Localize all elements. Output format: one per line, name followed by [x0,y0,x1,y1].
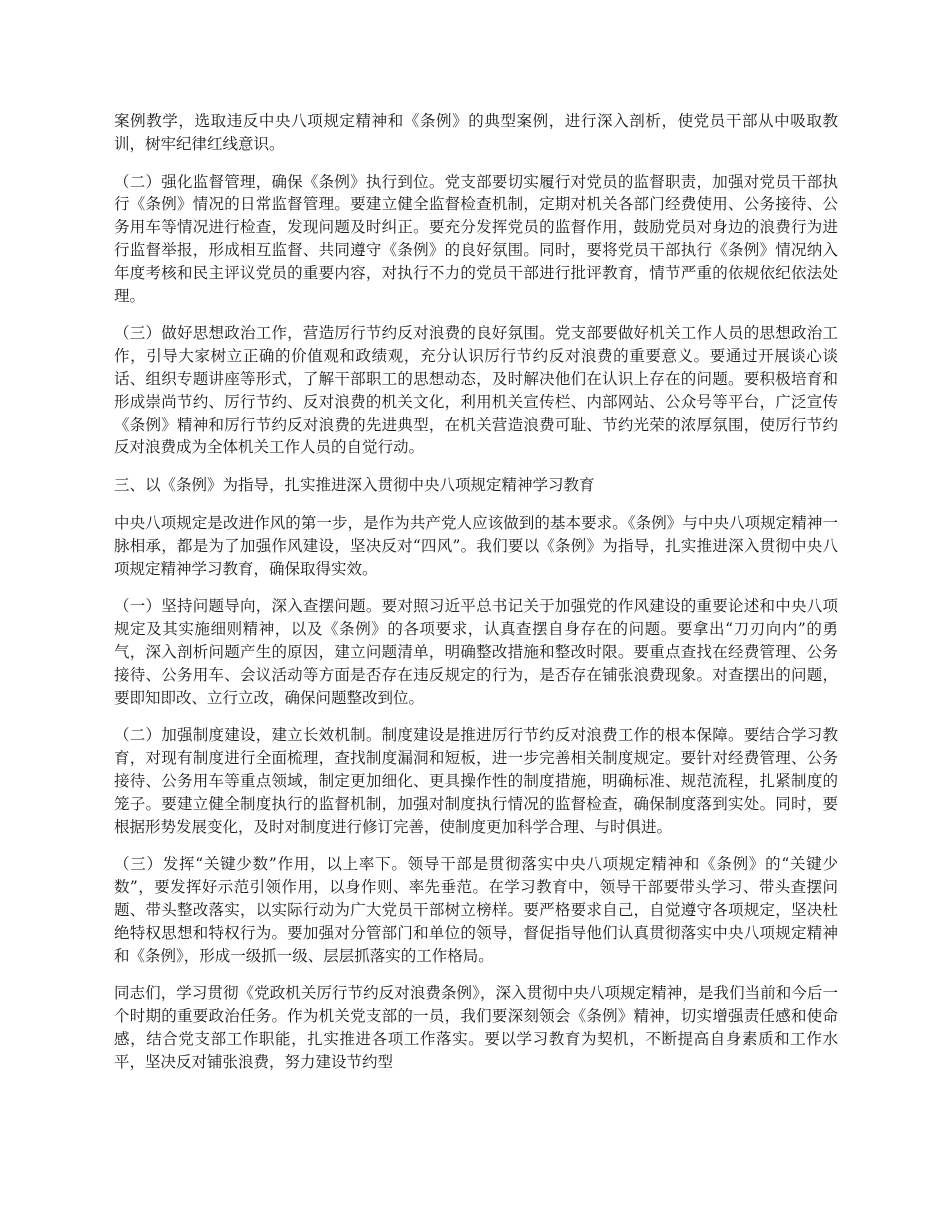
document-page [114,110,838,1088]
paragraph-intro-continuation: 案例教学，选取违反中央八项规定精神和《条例》的典型案例，进行深入剖析，使党员干部从中吸取教训，树牢纪律红线意识。 [114,112,838,153]
paragraph-ideological-work: （三）做好思想政治工作，营造厉行节约反对浪费的良好氛围。党支部要做好机关工作人员的思想政治工作，引导大家树立正确的价值观和政绩观，充分认识厉行节约反对浪费的重要意义。要通过开展谈心谈话、组织专题讲座等形式，了解干部职工的思想动态，及时解决他们在认识上存在的问题。要积极培育和形成崇尚节约、厉行节约、反对浪费的机关文化，利用机关宣传栏、内部网站、公众号等平台，广泛宣传《条例》精神和厉行节约反对浪费的先进典型，在机关营造浪费可耻、节约光荣的浓厚氛围，使厉行节约反对浪费成为全体机关工作人员的自觉行动。 [114,324,838,457]
paragraph-supervision: （二）强化监督管理，确保《条例》执行到位。党支部要切实履行对党员的监督职责，加强对党员干部执行《条例》情况的日常监督管理。要建立健全监督检查机制，定期对机关各部门经费使用、公务接待、公务用车等情况进行检查，发现问题及时纠正。要充分发挥党员的监督作用，鼓励党员对身边的浪费行为进行监督举报，形成相互监督、共同遵守《条例》的良好氛围。同时，要将党员干部执行《条例》情况纳入年度考核和民主评议党员的重要内容，对执行不力的党员干部进行批评教育，情节严重的依规依纪依法处理。 [114,172,838,305]
paragraph-institution-building: （二）加强制度建设，建立长效机制。制度建设是推进厉行节约反对浪费工作的根本保障。要结合学习教育，对现有制度进行全面梳理，查找制度漏洞和短板，进一步完善相关制度规定。要针对经费管理、公务接待、公务用车等重点领域，制定更加细化、更具操作性的制度措施，明确标准、规范流程，扎紧制度的笼子。要建立健全制度执行的监督机制，加强对制度执行情况的监督检查，确保制度落到实处。同时，要根据形势发展变化，及时对制度进行修订完善，使制度更加科学合理、与时俱进。 [114,726,838,836]
paragraph-section-intro: 中央八项规定是改进作风的第一步，是作为共产党人应该做到的基本要求。《条例》与中央八项规定精神一脉相承，都是为了加强作风建设，坚决反对“四风”。我们要以《条例》为指导，扎实推进深入贯彻中央八项规定精神学习教育，确保取得实效。 [114,513,838,578]
paragraph-problem-orientation: （一）坚持问题导向，深入查摆问题。要对照习近平总书记关于加强党的作风建设的重要论述和中央八项规定及其实施细则精神，以及《条例》的各项要求，认真查摆自身存在的问题。要拿出“刀刃向内”的勇气，深入剖析问题产生的原因，建立问题清单，明确整改措施和整改时限。要重点查找在经费管理、公务接待、公务用车、会议活动等方面是否存在违反规定的行为，是否存在铺张浪费现象。对查摆出的问题，要即知即改、立行立改，确保问题整改到位。 [114,597,838,707]
paragraph-closing: 同志们，学习贯彻《党政机关厉行节约反对浪费条例》，深入贯彻中央八项规定精神，是我们当前和今后一个时期的重要政治任务。作为机关党支部的一员，我们要深刻领会《条例》精神，切实增强责任感和使命感，结合党支部工作职能，扎实推进各项工作落实。要以学习教育为契机，不断提高自身素质和工作水平，坚决反对铺张浪费，努力建设节约型 [114,984,838,1071]
section-heading-three: 三、以《条例》为指导，扎实推进深入贯彻中央八项规定精神学习教育 [114,476,595,495]
paragraph-key-minority: （三）发挥“关键少数”作用，以上率下。领导干部是贯彻落实中央八项规定精神和《条例》的“关键少数”，要发挥好示范引领作用，以身作则、率先垂范。在学习教育中，领导干部要带头学习、带头查摆问题、带头整改落实，以实际行动为广大党员干部树立榜样。要严格要求自己，自觉遵守各项规定，坚决杜绝特权思想和特权行为。要加强对分管部门和单位的领导，督促指导他们认真贯彻落实中央八项规定精神和《条例》，形成一级抓一级、层层抓落实的工作格局。 [114,855,838,965]
